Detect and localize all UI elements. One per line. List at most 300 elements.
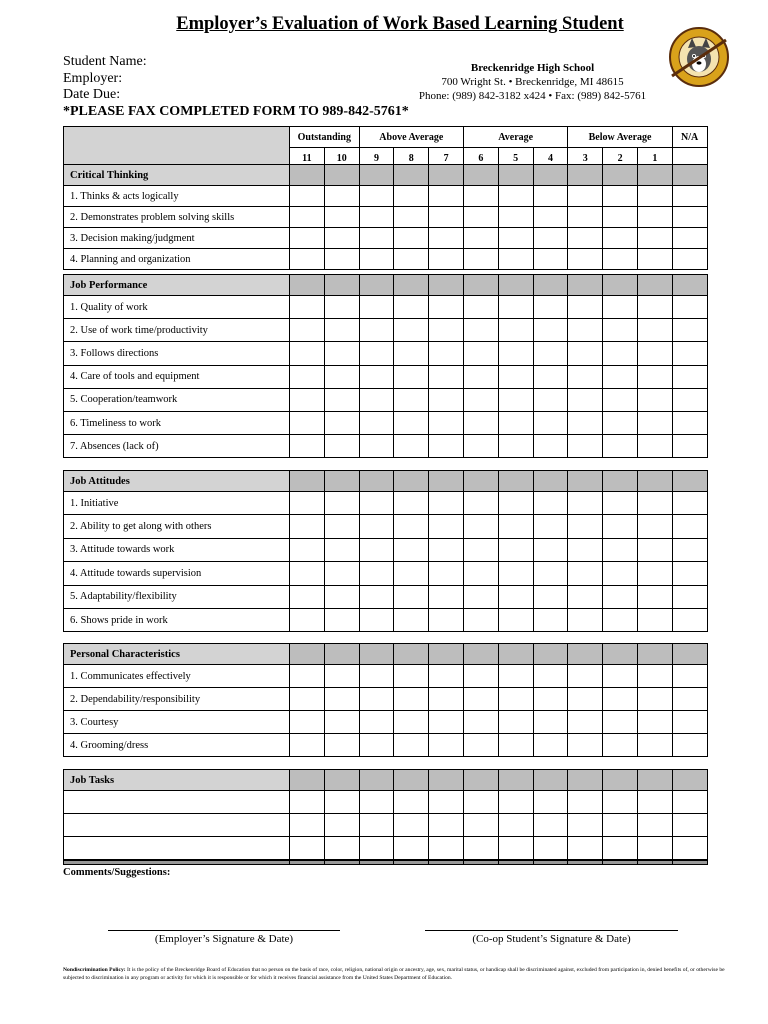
rating-cell[interactable]	[463, 562, 498, 585]
rating-cell[interactable]	[568, 492, 603, 515]
rating-cell[interactable]	[463, 207, 498, 228]
rating-cell[interactable]	[394, 411, 429, 434]
rating-cell[interactable]	[429, 837, 464, 860]
rating-cell[interactable]	[359, 814, 394, 837]
rating-cell[interactable]	[637, 342, 672, 365]
rating-cell[interactable]	[290, 435, 325, 458]
rating-cell[interactable]	[637, 734, 672, 757]
rating-cell[interactable]	[498, 734, 533, 757]
rating-cell[interactable]	[429, 585, 464, 608]
rating-cell[interactable]	[568, 608, 603, 631]
rating-cell[interactable]	[463, 515, 498, 538]
rating-cell[interactable]	[359, 688, 394, 711]
rating-cell[interactable]	[498, 365, 533, 388]
rating-cell[interactable]	[429, 791, 464, 814]
rating-cell[interactable]	[394, 319, 429, 342]
rating-cell[interactable]	[603, 608, 638, 631]
rating-cell[interactable]	[672, 228, 707, 249]
rating-cell[interactable]	[603, 249, 638, 270]
rating-cell[interactable]	[533, 228, 568, 249]
rating-cell[interactable]	[429, 342, 464, 365]
rating-cell[interactable]	[429, 411, 464, 434]
rating-cell[interactable]	[672, 688, 707, 711]
rating-cell[interactable]	[603, 711, 638, 734]
rating-cell[interactable]	[533, 734, 568, 757]
rating-cell[interactable]	[324, 319, 359, 342]
rating-cell[interactable]	[463, 319, 498, 342]
rating-cell[interactable]	[498, 296, 533, 319]
rating-cell[interactable]	[394, 585, 429, 608]
rating-cell[interactable]	[533, 515, 568, 538]
rating-cell[interactable]	[672, 814, 707, 837]
rating-cell[interactable]	[603, 688, 638, 711]
rating-cell[interactable]	[637, 319, 672, 342]
rating-cell[interactable]	[672, 734, 707, 757]
rating-cell[interactable]	[359, 342, 394, 365]
rating-cell[interactable]	[533, 296, 568, 319]
rating-cell[interactable]	[533, 186, 568, 207]
rating-cell[interactable]	[429, 388, 464, 411]
rating-cell[interactable]	[394, 608, 429, 631]
employer-signature-line[interactable]	[108, 930, 340, 931]
section-header-cell	[324, 770, 359, 791]
student-signature-line[interactable]	[425, 930, 678, 931]
rating-cell[interactable]	[533, 814, 568, 837]
rating-cell[interactable]	[533, 688, 568, 711]
rating-cell[interactable]	[429, 207, 464, 228]
rating-cell[interactable]	[637, 665, 672, 688]
rating-cell[interactable]	[568, 249, 603, 270]
rating-cell[interactable]	[568, 538, 603, 561]
rating-cell[interactable]	[429, 249, 464, 270]
rating-cell[interactable]	[463, 365, 498, 388]
rating-cell[interactable]	[324, 186, 359, 207]
rating-cell[interactable]	[603, 665, 638, 688]
rating-cell[interactable]	[498, 665, 533, 688]
rating-cell[interactable]	[637, 562, 672, 585]
rating-cell[interactable]	[568, 228, 603, 249]
rating-cell[interactable]	[498, 207, 533, 228]
rating-cell[interactable]	[324, 388, 359, 411]
rating-cell[interactable]	[463, 791, 498, 814]
rating-cell[interactable]	[568, 411, 603, 434]
rating-cell[interactable]	[394, 562, 429, 585]
rating-cell[interactable]	[324, 814, 359, 837]
rating-cell[interactable]	[290, 411, 325, 434]
rating-cell[interactable]	[290, 365, 325, 388]
rating-cell[interactable]	[603, 585, 638, 608]
rating-cell[interactable]	[463, 665, 498, 688]
rating-cell[interactable]	[672, 492, 707, 515]
rating-cell[interactable]	[533, 562, 568, 585]
rating-cell[interactable]	[324, 791, 359, 814]
rating-cell[interactable]	[637, 608, 672, 631]
rating-cell[interactable]	[533, 791, 568, 814]
rating-cell[interactable]	[359, 515, 394, 538]
rating-cell[interactable]	[290, 665, 325, 688]
rating-cell[interactable]	[672, 538, 707, 561]
rating-cell[interactable]	[394, 207, 429, 228]
rating-cell[interactable]	[429, 296, 464, 319]
rating-cell[interactable]	[672, 608, 707, 631]
rating-cell[interactable]	[568, 515, 603, 538]
rating-cell[interactable]	[568, 388, 603, 411]
rating-cell[interactable]	[324, 608, 359, 631]
task-entry[interactable]	[64, 791, 290, 814]
rating-cell[interactable]	[463, 186, 498, 207]
rating-cell[interactable]	[429, 319, 464, 342]
rating-cell[interactable]	[290, 249, 325, 270]
rating-cell[interactable]	[290, 515, 325, 538]
rating-cell[interactable]	[498, 711, 533, 734]
rating-cell[interactable]	[568, 791, 603, 814]
rating-cell[interactable]	[394, 711, 429, 734]
rating-cell[interactable]	[394, 688, 429, 711]
rating-cell[interactable]	[463, 734, 498, 757]
rating-cell[interactable]	[672, 562, 707, 585]
rating-cell[interactable]	[359, 562, 394, 585]
rating-cell[interactable]	[290, 837, 325, 860]
rating-cell[interactable]	[290, 342, 325, 365]
rating-cell[interactable]	[463, 492, 498, 515]
rating-cell[interactable]	[603, 411, 638, 434]
rating-cell[interactable]	[429, 515, 464, 538]
rating-cell[interactable]	[637, 711, 672, 734]
rating-cell[interactable]	[533, 538, 568, 561]
rating-cell[interactable]	[568, 585, 603, 608]
rating-cell[interactable]	[290, 388, 325, 411]
rating-cell[interactable]	[498, 688, 533, 711]
rating-cell[interactable]	[290, 296, 325, 319]
rating-cell[interactable]	[672, 365, 707, 388]
rating-cell[interactable]	[603, 388, 638, 411]
rating-cell[interactable]	[603, 515, 638, 538]
rating-cell[interactable]	[498, 585, 533, 608]
rating-cell[interactable]	[394, 342, 429, 365]
rating-cell[interactable]	[290, 814, 325, 837]
rating-cell[interactable]	[429, 562, 464, 585]
rating-cell[interactable]	[394, 228, 429, 249]
rating-cell[interactable]	[568, 814, 603, 837]
rating-cell[interactable]	[672, 249, 707, 270]
rating-cell[interactable]	[637, 207, 672, 228]
rating-cell[interactable]	[637, 538, 672, 561]
rating-cell[interactable]	[324, 365, 359, 388]
rating-cell[interactable]	[533, 249, 568, 270]
rating-cell[interactable]	[498, 492, 533, 515]
rating-cell[interactable]	[568, 186, 603, 207]
rating-cell[interactable]	[359, 249, 394, 270]
rating-cell[interactable]	[394, 492, 429, 515]
rating-cell[interactable]	[290, 319, 325, 342]
section-header-cell	[637, 770, 672, 791]
rating-cell[interactable]	[359, 538, 394, 561]
rating-cell[interactable]	[603, 342, 638, 365]
rating-cell[interactable]	[324, 665, 359, 688]
rating-cell[interactable]	[533, 319, 568, 342]
section-header-cell	[498, 275, 533, 296]
item-label: 3. Follows directions	[64, 342, 290, 365]
rating-cell[interactable]	[290, 186, 325, 207]
rating-cell[interactable]	[498, 837, 533, 860]
rating-cell[interactable]	[429, 608, 464, 631]
rating-cell[interactable]	[429, 538, 464, 561]
rating-cell[interactable]	[463, 342, 498, 365]
rating-cell[interactable]	[637, 388, 672, 411]
rating-cell[interactable]	[463, 435, 498, 458]
rating-cell[interactable]	[672, 711, 707, 734]
rating-cell[interactable]	[359, 837, 394, 860]
rating-cell[interactable]	[324, 249, 359, 270]
rating-cell[interactable]	[672, 411, 707, 434]
rating-cell[interactable]	[394, 837, 429, 860]
rating-cell[interactable]	[603, 435, 638, 458]
rating-cell[interactable]	[498, 608, 533, 631]
rating-cell[interactable]	[463, 249, 498, 270]
rating-cell[interactable]	[568, 365, 603, 388]
rating-cell[interactable]	[290, 585, 325, 608]
rating-cell[interactable]	[394, 296, 429, 319]
rating-cell[interactable]	[324, 342, 359, 365]
rating-cell[interactable]	[637, 435, 672, 458]
rating-cell[interactable]	[359, 296, 394, 319]
rating-cell[interactable]	[290, 562, 325, 585]
rating-cell[interactable]	[533, 388, 568, 411]
rating-cell[interactable]	[533, 492, 568, 515]
rating-cell[interactable]	[463, 608, 498, 631]
rating-cell[interactable]	[637, 585, 672, 608]
rating-cell[interactable]	[498, 435, 533, 458]
rating-cell[interactable]	[568, 342, 603, 365]
section-header-cell	[498, 471, 533, 492]
rating-cell[interactable]	[637, 791, 672, 814]
rating-cell[interactable]	[324, 207, 359, 228]
rating-cell[interactable]	[637, 515, 672, 538]
rating-cell[interactable]	[498, 515, 533, 538]
rating-cell[interactable]	[603, 791, 638, 814]
rating-cell[interactable]	[533, 435, 568, 458]
rating-cell[interactable]	[498, 249, 533, 270]
rating-cell[interactable]	[324, 585, 359, 608]
rating-cell[interactable]	[324, 228, 359, 249]
rating-cell[interactable]	[603, 562, 638, 585]
rating-cell[interactable]	[568, 319, 603, 342]
rating-cell[interactable]	[394, 791, 429, 814]
rating-cell[interactable]	[290, 538, 325, 561]
rating-cell[interactable]	[463, 411, 498, 434]
rating-cell[interactable]	[324, 515, 359, 538]
rating-cell[interactable]	[324, 492, 359, 515]
rating-cell[interactable]	[394, 388, 429, 411]
rating-cell[interactable]	[672, 319, 707, 342]
rating-cell[interactable]	[637, 688, 672, 711]
task-entry[interactable]	[64, 837, 290, 860]
rating-cell[interactable]	[603, 186, 638, 207]
rating-cell[interactable]	[533, 585, 568, 608]
rating-cell[interactable]	[672, 435, 707, 458]
rating-cell[interactable]	[568, 562, 603, 585]
rating-cell[interactable]	[463, 585, 498, 608]
rating-cell[interactable]	[324, 562, 359, 585]
rating-cell[interactable]	[672, 342, 707, 365]
rating-cell[interactable]	[429, 814, 464, 837]
rating-cell[interactable]	[463, 688, 498, 711]
rating-cell[interactable]	[359, 186, 394, 207]
rating-cell[interactable]	[498, 538, 533, 561]
rating-cell[interactable]	[498, 562, 533, 585]
rating-cell[interactable]	[394, 186, 429, 207]
rating-cell[interactable]	[359, 319, 394, 342]
rating-cell[interactable]	[603, 207, 638, 228]
rating-cell[interactable]	[359, 608, 394, 631]
rating-cell[interactable]	[498, 388, 533, 411]
rating-cell[interactable]	[637, 411, 672, 434]
rating-cell[interactable]	[533, 365, 568, 388]
rating-cell[interactable]	[290, 734, 325, 757]
rating-cell[interactable]	[533, 411, 568, 434]
rating-cell[interactable]	[568, 688, 603, 711]
rating-cell[interactable]	[324, 411, 359, 434]
rating-cell[interactable]	[359, 734, 394, 757]
rating-cell[interactable]	[603, 365, 638, 388]
rating-cell[interactable]	[394, 249, 429, 270]
task-entry[interactable]	[64, 814, 290, 837]
rating-cell[interactable]	[498, 814, 533, 837]
rating-cell[interactable]	[429, 365, 464, 388]
rating-cell[interactable]	[672, 665, 707, 688]
rating-cell[interactable]	[394, 365, 429, 388]
rating-cell[interactable]	[359, 411, 394, 434]
rating-cell[interactable]	[672, 791, 707, 814]
rating-cell[interactable]	[359, 585, 394, 608]
rating-cell[interactable]	[429, 711, 464, 734]
rating-cell[interactable]	[359, 435, 394, 458]
rating-cell[interactable]	[324, 711, 359, 734]
rating-cell[interactable]	[429, 688, 464, 711]
rating-cell[interactable]	[637, 249, 672, 270]
rating-cell[interactable]	[637, 365, 672, 388]
rating-cell[interactable]	[463, 296, 498, 319]
rating-cell[interactable]	[359, 207, 394, 228]
rating-cell[interactable]	[603, 837, 638, 860]
rating-cell[interactable]	[498, 319, 533, 342]
rating-cell[interactable]	[533, 711, 568, 734]
rating-cell[interactable]	[463, 538, 498, 561]
rating-cell[interactable]	[533, 342, 568, 365]
rating-cell[interactable]	[324, 734, 359, 757]
rating-cell[interactable]	[498, 342, 533, 365]
rating-cell[interactable]	[290, 608, 325, 631]
rating-cell[interactable]	[672, 186, 707, 207]
rating-cell[interactable]	[429, 734, 464, 757]
rating-cell[interactable]	[324, 837, 359, 860]
rating-cell[interactable]	[603, 319, 638, 342]
rating-cell[interactable]	[637, 228, 672, 249]
rating-cell[interactable]	[498, 791, 533, 814]
rating-cell[interactable]	[463, 228, 498, 249]
rating-cell[interactable]	[672, 837, 707, 860]
rating-cell[interactable]	[603, 538, 638, 561]
rating-cell[interactable]	[429, 228, 464, 249]
rating-cell[interactable]	[637, 837, 672, 860]
rating-cell[interactable]	[463, 837, 498, 860]
rating-cell[interactable]	[290, 207, 325, 228]
rating-cell[interactable]	[394, 814, 429, 837]
rating-cell[interactable]	[568, 734, 603, 757]
rating-cell[interactable]	[603, 492, 638, 515]
rating-cell[interactable]	[603, 296, 638, 319]
rating-cell[interactable]	[568, 296, 603, 319]
rating-cell[interactable]	[290, 228, 325, 249]
rating-cell[interactable]	[568, 207, 603, 228]
rating-cell[interactable]	[463, 711, 498, 734]
rating-cell[interactable]	[290, 711, 325, 734]
rating-cell[interactable]	[603, 228, 638, 249]
rating-cell[interactable]	[324, 688, 359, 711]
rating-cell[interactable]	[359, 665, 394, 688]
rating-cell[interactable]	[394, 665, 429, 688]
rating-cell[interactable]	[498, 186, 533, 207]
rating-cell[interactable]	[290, 688, 325, 711]
rating-cell[interactable]	[672, 388, 707, 411]
footer-cell	[394, 860, 429, 865]
rating-cell[interactable]	[533, 837, 568, 860]
rating-cell[interactable]	[359, 365, 394, 388]
rating-cell[interactable]	[672, 515, 707, 538]
rating-cell[interactable]	[672, 207, 707, 228]
rating-cell[interactable]	[533, 665, 568, 688]
rating-cell[interactable]	[498, 228, 533, 249]
rating-cell[interactable]	[394, 734, 429, 757]
rating-cell[interactable]	[394, 435, 429, 458]
rating-cell[interactable]	[568, 711, 603, 734]
rating-cell[interactable]	[290, 492, 325, 515]
rating-cell[interactable]	[429, 665, 464, 688]
rating-cell[interactable]	[498, 411, 533, 434]
rating-cell[interactable]	[637, 186, 672, 207]
rating-cell[interactable]	[672, 585, 707, 608]
rating-cell[interactable]	[672, 296, 707, 319]
rating-cell[interactable]	[568, 435, 603, 458]
rating-cell[interactable]	[533, 608, 568, 631]
rating-cell[interactable]	[463, 388, 498, 411]
rating-cell[interactable]	[324, 435, 359, 458]
rating-cell[interactable]	[603, 814, 638, 837]
rating-cell[interactable]	[359, 791, 394, 814]
rating-cell[interactable]	[394, 538, 429, 561]
rating-cell[interactable]	[290, 791, 325, 814]
rating-cell[interactable]	[359, 711, 394, 734]
section-personal-characteristics	[63, 643, 708, 757]
rating-cell[interactable]	[394, 515, 429, 538]
rating-cell[interactable]	[637, 492, 672, 515]
rating-cell[interactable]	[568, 837, 603, 860]
rating-cell[interactable]	[603, 734, 638, 757]
rating-cell[interactable]	[359, 492, 394, 515]
rating-cell[interactable]	[324, 538, 359, 561]
rating-cell[interactable]	[324, 296, 359, 319]
rating-cell[interactable]	[463, 814, 498, 837]
rating-cell[interactable]	[429, 492, 464, 515]
rating-cell[interactable]	[359, 388, 394, 411]
rating-cell[interactable]	[533, 207, 568, 228]
rating-cell[interactable]	[568, 665, 603, 688]
rating-cell[interactable]	[637, 814, 672, 837]
rating-cell[interactable]	[637, 296, 672, 319]
rating-cell[interactable]	[429, 186, 464, 207]
rating-cell[interactable]	[359, 228, 394, 249]
rating-cell[interactable]	[429, 435, 464, 458]
